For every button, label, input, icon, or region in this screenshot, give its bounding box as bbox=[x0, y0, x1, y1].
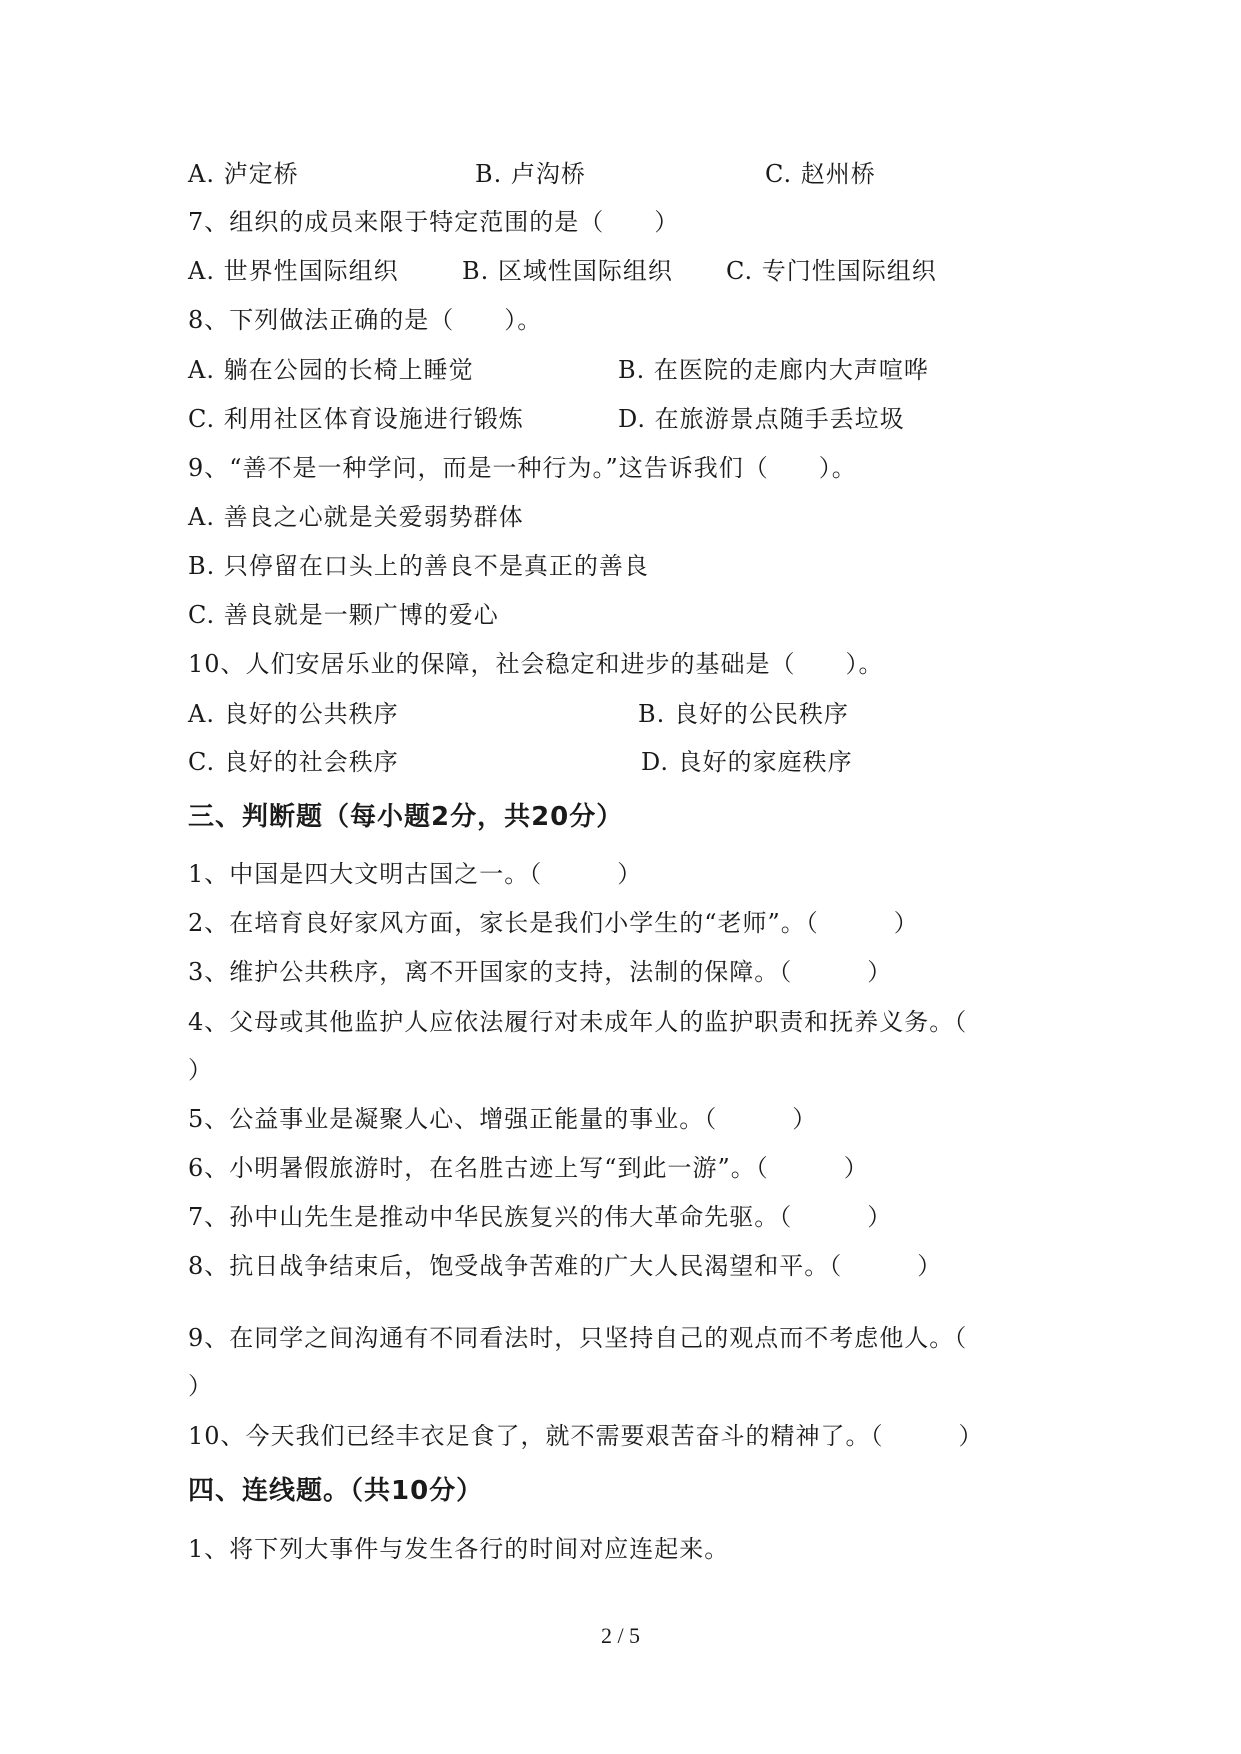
page-number: 2 / 5 bbox=[600, 1623, 641, 1648]
section3-item-1: 1、中国是四大文明古国之一。（ ） bbox=[188, 860, 643, 888]
q7-option-a: A. 世界性国际组织 bbox=[188, 257, 399, 285]
q9-option-b: B. 只停留在口头上的善良不是真正的善良 bbox=[188, 552, 649, 580]
q10-option-a: A. 良好的公共秩序 bbox=[188, 700, 399, 728]
section3-item-8: 8、抗日战争结束后，饱受战争苦难的广大人民渴望和平。（ ） bbox=[188, 1252, 943, 1280]
q9-option-a: A. 善良之心就是关爱弱势群体 bbox=[188, 503, 524, 531]
q7-stem: 7、组织的成员来限于特定范围的是（ ） bbox=[188, 208, 680, 236]
section3-item-6: 6、小明暑假旅游时，在名胜古迹上写“到此一游”。（ ） bbox=[188, 1154, 869, 1182]
section3-item-3: 3、维护公共秩序，离不开国家的支持，法制的保障。（ ） bbox=[188, 958, 893, 986]
q6-option-a: A. 泸定桥 bbox=[188, 160, 299, 188]
section3-item-9-cont: ） bbox=[188, 1372, 213, 1400]
section3-title: 三、判断题（每小题2分，共20分） bbox=[188, 802, 624, 832]
section3-item-7: 7、孙中山先生是推动中华民族复兴的伟大革命先驱。（ ） bbox=[188, 1203, 893, 1231]
q6-option-b: B. 卢沟桥 bbox=[475, 160, 586, 188]
q7-option-b: B. 区域性国际组织 bbox=[462, 257, 673, 285]
q8-option-d: D. 在旅游景点随手丢垃圾 bbox=[618, 405, 905, 433]
section3-item-4-cont: ） bbox=[188, 1056, 213, 1084]
section3-item-5: 5、公益事业是凝聚人心、增强正能量的事业。（ ） bbox=[188, 1105, 818, 1133]
q6-option-c: C. 赵州桥 bbox=[765, 160, 876, 188]
section3-item-2: 2、在培育良好家风方面，家长是我们小学生的“老师”。（ ） bbox=[188, 909, 919, 937]
q8-stem: 8、下列做法正确的是（ ）。 bbox=[188, 306, 543, 334]
section3-item-9: 9、在同学之间沟通有不同看法时，只坚持自己的观点而不考虑他人。（ bbox=[188, 1324, 968, 1352]
q9-stem: 9、“善不是一种学问，而是一种行为。”这告诉我们（ ）。 bbox=[188, 454, 857, 482]
q10-option-b: B. 良好的公民秩序 bbox=[638, 700, 849, 728]
q8-option-c: C. 利用社区体育设施进行锻炼 bbox=[188, 405, 524, 433]
section3-item-4: 4、父母或其他监护人应依法履行对未成年人的监护职责和抚养义务。（ bbox=[188, 1008, 968, 1036]
q10-option-c: C. 良好的社会秩序 bbox=[188, 748, 399, 776]
section4-item-1: 1、将下列大事件与发生各行的时间对应连起来。 bbox=[188, 1535, 730, 1563]
section4-title: 四、连线题。（共10分） bbox=[188, 1476, 484, 1506]
q10-stem: 10、人们安居乐业的保障，社会稳定和进步的基础是（ ）。 bbox=[188, 650, 884, 678]
q10-option-d: D. 良好的家庭秩序 bbox=[641, 748, 853, 776]
q7-option-c: C. 专门性国际组织 bbox=[726, 257, 937, 285]
q9-option-c: C. 善良就是一颗广博的爱心 bbox=[188, 601, 499, 629]
q8-option-a: A. 躺在公园的长椅上睡觉 bbox=[188, 356, 474, 384]
q8-option-b: B. 在医院的走廊内大声喧哗 bbox=[618, 356, 929, 384]
section3-item-10: 10、今天我们已经丰衣足食了，就不需要艰苦奋斗的精神了。（ ） bbox=[188, 1422, 984, 1450]
